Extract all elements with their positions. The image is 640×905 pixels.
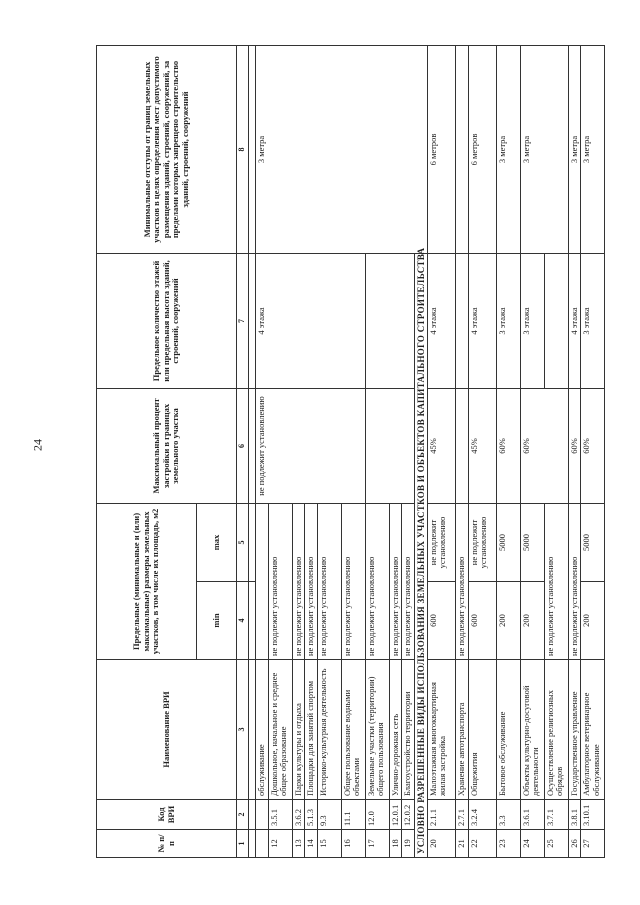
build-percent: 45% [468,388,496,503]
plot-size: не подлежит установлению [365,503,389,659]
build-percent: 60% [581,388,605,503]
build-percent: 60% [520,388,568,503]
plot-size: не подлежит установлению [268,503,292,659]
plot-size: не подлежит установлению [402,503,415,659]
plot-min: 600 [427,582,455,660]
row-code: 3.7.1 [544,800,568,830]
plot-size: не подлежит установлению [544,503,568,659]
floors: 3 этажа [581,253,605,388]
setback: 3 метра [568,45,581,253]
table-row [427,45,455,857]
row-num: 19 [402,830,415,858]
row-code: 3.2.4 [468,800,496,830]
row-code: 12.0 [365,800,389,830]
row-num: 23 [496,830,520,858]
spacer-row [249,45,256,857]
floors: 4 этажа [568,253,581,388]
row-num: 16 [341,830,365,858]
row-name: Дошкольное, начальное и среднее общее образование [268,660,292,800]
header-name: Наименование ВРИ [97,660,237,800]
plot-size: не подлежит установлению [292,503,305,659]
header-floors: Предельное количество этажей или предельная высота зданий, строений, сооружений [97,253,237,388]
row-name: Историко-культурная деятельность [317,660,341,800]
plot-size: не подлежит установлению [317,503,341,659]
row-name: Малоэтажная многоквартирная жилая застройка [427,660,455,800]
plot-min: 200 [496,582,520,660]
header-plot-size: Предельные (минимальные и (или) максимальные) размеры земельных участков, в том числе их площадь, м2 [97,503,197,659]
setback: 6 метров [427,45,455,253]
land-use-regulations-table [96,45,605,858]
row-code: 9.3 [317,800,341,830]
build-percent: 60% [496,388,520,503]
section-conditional-title: УСЛОВНО РАЗРЕШЕННЫЕ ВИДЫ ИСПОЛЬЗОВАНИЯ ЗЕМЕЛЬНЫХ УЧАСТКОВ И ОБЪЕКТОВ КАПИТАЛЬНОГО СТРОИТЕЛЬСТВА [414,45,427,857]
floors: 4 этажа [468,253,496,388]
row-name: Бытовое обслуживание [496,660,520,800]
column-number-row [237,45,249,857]
plot-max: не подлежит установлению [468,503,496,581]
table-row [455,45,468,857]
row-name: Осуществление религиозных обрядов [544,660,568,800]
row-name: Общее пользование водными объектами [341,660,365,800]
row-num: 13 [292,830,305,858]
plot-max: 5000 [520,503,544,581]
header-build-percent: Максимальный процент застройки в границах земельного участка [97,388,237,503]
plot-max: не подлежит установлению [427,503,455,581]
row-name: Хранение автотранспорта [455,660,468,800]
row-num: 14 [305,830,318,858]
setback: 3 метра [496,45,520,253]
row-code: 12.0.2 [402,800,415,830]
row-name: обслуживание [256,660,269,800]
plot-size: не подлежит установлению [305,503,318,659]
row-code: 3.3 [496,800,520,830]
row-num: 26 [568,830,581,858]
floors: 3 этажа [520,253,544,388]
row-name: Объекты культурно-досуговой деятельности [520,660,544,800]
row-code: 3.6.1 [520,800,544,830]
table-row [468,45,496,857]
header-min: min [197,582,237,660]
plot-min: 200 [581,582,605,660]
row-num: 18 [389,830,402,858]
table-row [568,45,581,857]
header-row [97,45,197,857]
colnum: 5 [237,503,249,581]
build-percent: не подлежит установлению [256,388,366,503]
colnum: 8 [237,45,249,253]
page-number: 24 [30,439,45,451]
row-code: 12.0.1 [389,800,402,830]
colnum: 1 [237,830,249,858]
row-num: 27 [581,830,605,858]
row-name: Амбулаторное ветеринарное обслуживание [581,660,605,800]
table-row [256,45,269,857]
colnum: 2 [237,800,249,830]
row-num: 12 [268,830,292,858]
plot-size: не подлежит установлению [341,503,365,659]
setback: 6 метров [468,45,496,253]
plot-max: 5000 [496,503,520,581]
row-code: 3.10.1 [581,800,605,830]
colnum: 4 [237,582,249,660]
row-name: Земельные участки (территории) общего пользования [365,660,389,800]
row-code: 2.7.1 [455,800,468,830]
row-num: 22 [468,830,496,858]
rotated-page-content [96,46,601,858]
table-row [496,45,520,857]
floors: 4 этажа [256,253,366,388]
colnum: 7 [237,253,249,388]
plot-size: не подлежит установлению [568,503,581,659]
row-code: 2.1.1 [427,800,455,830]
row-code: 3.5.1 [268,800,292,830]
row-name: Общежития [468,660,496,800]
row-code: 3.6.2 [292,800,305,830]
row-num: 25 [544,830,568,858]
table-row [520,45,544,857]
row-name: Площадки для занятий спортом [305,660,318,800]
plot-size: не подлежит установлению [389,503,402,659]
plot-min: 200 [520,582,544,660]
row-code: 11.1 [341,800,365,830]
plot-max: 5000 [581,503,605,581]
row-num: 20 [427,830,455,858]
row-num: 15 [317,830,341,858]
header-code: Код ВРИ [97,800,237,830]
row-name: Благоустройство территории [402,660,415,800]
header-setback: Минимальные отступы от границ земельных участков в целях определения мест допустимого размещения зданий, строений, сооружений, за пределами которых запрещено строительство зданий, строений, сооружений [97,45,237,253]
section-heading-row [414,45,427,857]
floors: 3 этажа [496,253,520,388]
table-row [581,45,605,857]
row-name: Парки культуры и отдыха [292,660,305,800]
colnum: 6 [237,388,249,503]
plot-size: не подлежит установлению [455,503,468,659]
colnum: 3 [237,660,249,800]
header-num: № п/п [97,830,237,858]
row-name: Улично-дорожная сеть [389,660,402,800]
floors: 4 этажа [427,253,455,388]
row-num: 24 [520,830,544,858]
build-percent: 60% [568,388,581,503]
plot-min: 600 [468,582,496,660]
setback: 3 метра [256,45,428,253]
row-num: 17 [365,830,389,858]
setback: 3 метра [520,45,568,253]
setback: 3 метра [581,45,605,253]
build-percent: 45% [427,388,455,503]
row-num: 21 [455,830,468,858]
row-name: Государственное управление [568,660,581,800]
header-max: max [197,503,237,581]
row-code: 3.8.1 [568,800,581,830]
row-code: 5.1.3 [305,800,318,830]
